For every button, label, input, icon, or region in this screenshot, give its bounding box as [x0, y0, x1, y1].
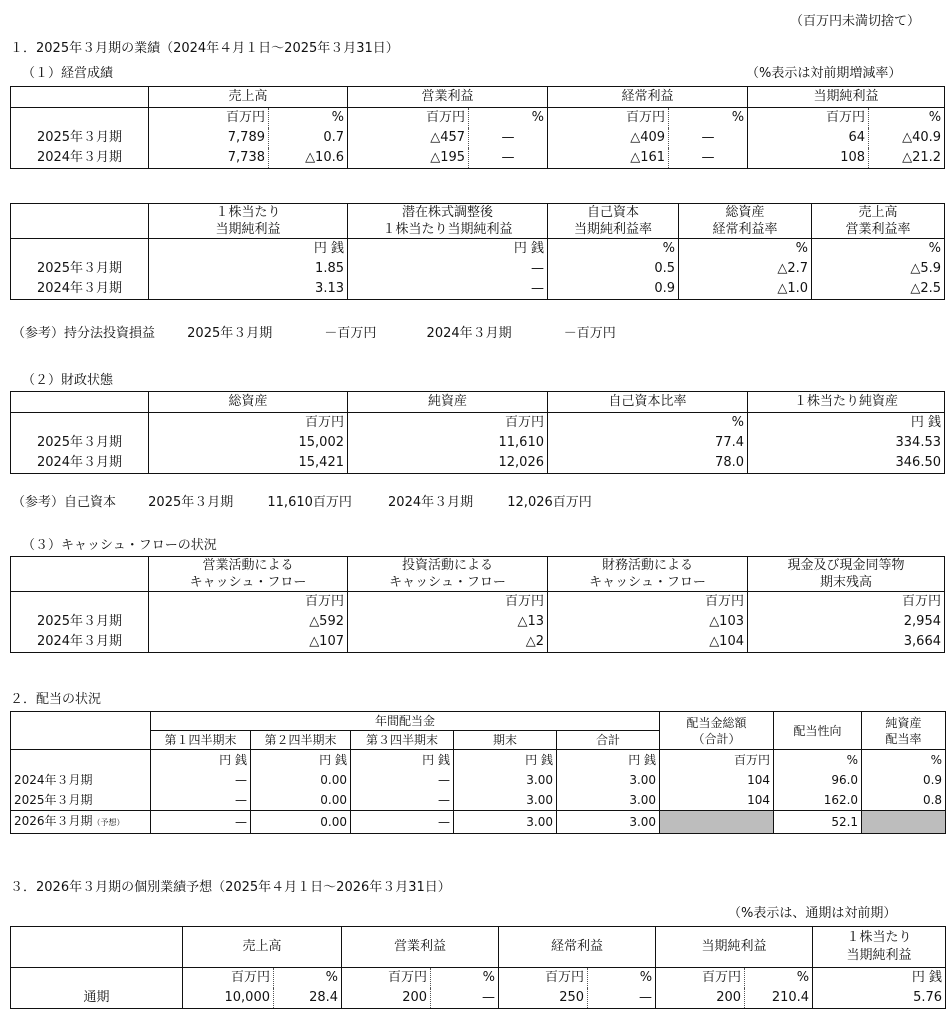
cell: —	[669, 148, 748, 169]
header-bps: １株当たり純資産	[748, 392, 945, 413]
header-sales: 売上高	[149, 87, 348, 108]
unit: 百万円	[656, 968, 745, 989]
shaded-cell	[660, 811, 774, 834]
header-eps: １株当たり 当期純利益	[813, 927, 946, 968]
cell: △592	[149, 612, 348, 632]
header-eps: １株当たり 当期純利益	[149, 204, 348, 239]
header-doe: 純資産 配当率	[862, 712, 946, 750]
cell: △2	[348, 632, 548, 653]
unit: %	[669, 108, 748, 129]
cell: 3,664	[748, 632, 945, 653]
unit: %	[869, 108, 945, 129]
row-label: 2024年３月期	[36, 281, 123, 296]
unit: %	[269, 108, 348, 129]
cell: △409	[548, 128, 669, 148]
cell: 3.00	[557, 811, 660, 834]
table-row	[11, 770, 946, 790]
row-label: 2026年３月期（予想）	[11, 811, 151, 834]
cell: 3.13	[149, 279, 348, 300]
cell: 7,789	[149, 128, 269, 148]
cell: △104	[548, 632, 748, 653]
unit: %	[469, 108, 548, 129]
cell: 5.76	[813, 988, 946, 1009]
unit: 円 銭	[149, 239, 348, 260]
unit: 円 銭	[151, 750, 251, 771]
header-year-end: 期末	[454, 731, 557, 750]
unit: 円 銭	[813, 968, 946, 989]
financial-position-table	[10, 391, 945, 474]
unit: 百万円	[499, 968, 588, 989]
header-equity-ratio: 自己資本比率	[548, 392, 748, 413]
cell: △21.2	[869, 148, 945, 169]
cell: 3.00	[454, 790, 557, 811]
header-ordinary-income: 経常利益	[499, 927, 656, 968]
cell: —	[469, 148, 548, 169]
row-label: 2025年３月期	[36, 435, 123, 450]
row-label: 2024年３月期	[36, 150, 123, 165]
section-2-title: ２．配当の状況	[10, 692, 102, 707]
cell: △195	[348, 148, 469, 169]
cell: 0.9	[548, 279, 679, 300]
unit: 百万円	[748, 592, 945, 613]
cell: —	[469, 128, 548, 148]
unit: %	[812, 239, 945, 260]
cell: △2.5	[812, 279, 945, 300]
cell: 0.7	[269, 128, 348, 148]
cell: 334.53	[748, 433, 945, 453]
forecast-note: （%表示は、通期は対前期）	[728, 906, 897, 921]
cell: 346.50	[748, 453, 945, 474]
cell: 11,610	[348, 433, 548, 453]
unit: 百万円	[348, 413, 548, 434]
cell: 162.0	[774, 790, 862, 811]
cell: —	[351, 770, 454, 790]
cell: —	[588, 988, 656, 1009]
cell: 108	[748, 148, 869, 169]
unit: %	[679, 239, 812, 260]
cell: 0.8	[862, 790, 946, 811]
table-row	[11, 453, 945, 474]
header-q1: 第１四半期末	[151, 731, 251, 750]
reference-equity-method: （参考）持分法投資損益 2025年３月期 －百万円 2024年３月期 －百万円	[12, 326, 616, 341]
table-row	[11, 433, 945, 453]
row-label: 2024年３月期	[36, 634, 123, 649]
operating-results-table	[10, 86, 945, 169]
row-label: 通期	[83, 990, 110, 1005]
shaded-cell	[862, 811, 946, 834]
cell: 52.1	[774, 811, 862, 834]
forecast-row	[11, 811, 946, 834]
per-share-table	[10, 203, 945, 300]
cell: △40.9	[869, 128, 945, 148]
cash-flow-table	[10, 556, 945, 653]
cell: △5.9	[812, 259, 945, 279]
cell: 200	[342, 988, 431, 1009]
unit: 百万円	[149, 413, 348, 434]
header-net-income: 当期純利益	[656, 927, 813, 968]
cell: △1.0	[679, 279, 812, 300]
cell: —	[151, 790, 251, 811]
cell: △103	[548, 612, 748, 632]
cell: △10.6	[269, 148, 348, 169]
header-sales: 売上高	[183, 927, 342, 968]
cell: 200	[656, 988, 745, 1009]
header-net-assets: 純資産	[348, 392, 548, 413]
cell: 3.00	[454, 770, 557, 790]
cell: 0.00	[251, 790, 351, 811]
header-ordinary-income: 経常利益	[548, 87, 748, 108]
table-row	[11, 259, 945, 279]
header-roa: 総資産 経常利益率	[679, 204, 812, 239]
table-row	[11, 612, 945, 632]
cell: —	[348, 279, 548, 300]
unit: 円 銭	[748, 413, 945, 434]
cell: —	[151, 811, 251, 834]
table-row	[11, 790, 946, 811]
unit-note: （百万円未満切捨て）	[790, 14, 921, 29]
cell: 3.00	[454, 811, 557, 834]
cell: 1.85	[149, 259, 348, 279]
cell: △457	[348, 128, 469, 148]
row-label: 2025年３月期	[36, 261, 123, 276]
section-1-2-title: （２）財政状態	[22, 373, 114, 388]
unit: %	[431, 968, 499, 989]
cell: △161	[548, 148, 669, 169]
cell: —	[431, 988, 499, 1009]
cell: 64	[748, 128, 869, 148]
reference-equity: （参考）自己資本 2025年３月期 11,610百万円 2024年３月期 12,026百万円	[12, 495, 592, 510]
cell: —	[151, 770, 251, 790]
unit: %	[745, 968, 813, 989]
table-row	[11, 148, 945, 169]
header-q3: 第３四半期末	[351, 731, 454, 750]
header-operating-income: 営業利益	[348, 87, 548, 108]
unit: %	[588, 968, 656, 989]
section-3-title: ３．2026年３月期の個別業績予想（2025年４月１日～2026年３月31日）	[10, 880, 451, 895]
header-q2: 第２四半期末	[251, 731, 351, 750]
unit: %	[862, 750, 946, 771]
cell: 250	[499, 988, 588, 1009]
cell: 10,000	[183, 988, 274, 1009]
cell: △13	[348, 612, 548, 632]
cell: 104	[660, 770, 774, 790]
cell: 77.4	[548, 433, 748, 453]
unit: 円 銭	[454, 750, 557, 771]
header-total: 合計	[557, 731, 660, 750]
row-label: 2025年３月期	[36, 130, 123, 145]
unit: 百万円	[342, 968, 431, 989]
unit: 円 銭	[348, 239, 548, 260]
unit: %	[548, 239, 679, 260]
cell: 210.4	[745, 988, 813, 1009]
cell: —	[351, 790, 454, 811]
unit: %	[774, 750, 862, 771]
cell: 12,026	[348, 453, 548, 474]
header-operating-income: 営業利益	[342, 927, 499, 968]
unit: 百万円	[548, 592, 748, 613]
forecast-table	[10, 926, 946, 1009]
cell: 3.00	[557, 790, 660, 811]
cell: 15,002	[149, 433, 348, 453]
row-label: 2025年３月期	[36, 614, 123, 629]
cell: —	[348, 259, 548, 279]
unit: %	[274, 968, 342, 989]
header-operating-cf: 営業活動による キャッシュ・フロー	[149, 557, 348, 592]
section-1-1-title: （１）経営成績	[22, 66, 114, 81]
section-1-3-title: （３）キャッシュ・フローの状況	[22, 538, 217, 553]
cell: 7,738	[149, 148, 269, 169]
cell: 0.5	[548, 259, 679, 279]
cell: 28.4	[274, 988, 342, 1009]
unit: 百万円	[348, 108, 469, 129]
row-label: 2025年３月期	[14, 793, 93, 807]
header-total-assets: 総資産	[149, 392, 348, 413]
unit: 百万円	[548, 108, 669, 129]
row-label: 2024年３月期	[36, 455, 123, 470]
table-row	[11, 279, 945, 300]
unit: 百万円	[660, 750, 774, 771]
cell: 15,421	[149, 453, 348, 474]
cell: 0.00	[251, 811, 351, 834]
unit: 百万円	[149, 108, 269, 129]
unit: 百万円	[748, 108, 869, 129]
unit: 百万円	[348, 592, 548, 613]
header-payout-ratio: 配当性向	[774, 712, 862, 750]
unit: 百万円	[149, 592, 348, 613]
unit: 円 銭	[351, 750, 454, 771]
header-diluted-eps: 潜在株式調整後 １株当たり当期純利益	[348, 204, 548, 239]
header-total-dividend: 配当金総額 （合計）	[660, 712, 774, 750]
header-investing-cf: 投資活動による キャッシュ・フロー	[348, 557, 548, 592]
header-roe: 自己資本 当期純利益率	[548, 204, 679, 239]
cell: △2.7	[679, 259, 812, 279]
dividends-table	[10, 711, 946, 834]
table-row	[11, 632, 945, 653]
header-cash-balance: 現金及び現金同等物 期末残高	[748, 557, 945, 592]
header-financing-cf: 財務活動による キャッシュ・フロー	[548, 557, 748, 592]
header-net-income: 当期純利益	[748, 87, 945, 108]
table-row	[11, 988, 946, 1009]
unit: 円 銭	[557, 750, 660, 771]
cell: 0.9	[862, 770, 946, 790]
unit: %	[548, 413, 748, 434]
cell: 0.00	[251, 770, 351, 790]
cell: 96.0	[774, 770, 862, 790]
cell: 3.00	[557, 770, 660, 790]
header-annual-dividend: 年間配当金	[151, 712, 660, 731]
row-label: 2024年３月期	[14, 773, 93, 787]
cell: △107	[149, 632, 348, 653]
cell: 78.0	[548, 453, 748, 474]
table-row	[11, 128, 945, 148]
unit: 円 銭	[251, 750, 351, 771]
unit: 百万円	[183, 968, 274, 989]
percent-note: （%表示は対前期増減率）	[746, 66, 902, 81]
header-blank	[11, 87, 149, 108]
cell: 2,954	[748, 612, 945, 632]
cell: 104	[660, 790, 774, 811]
cell: —	[351, 811, 454, 834]
cell: —	[669, 128, 748, 148]
header-operating-margin: 売上高 営業利益率	[812, 204, 945, 239]
section-1-title: １．2025年３月期の業績（2024年４月１日～2025年３月31日）	[10, 41, 399, 56]
